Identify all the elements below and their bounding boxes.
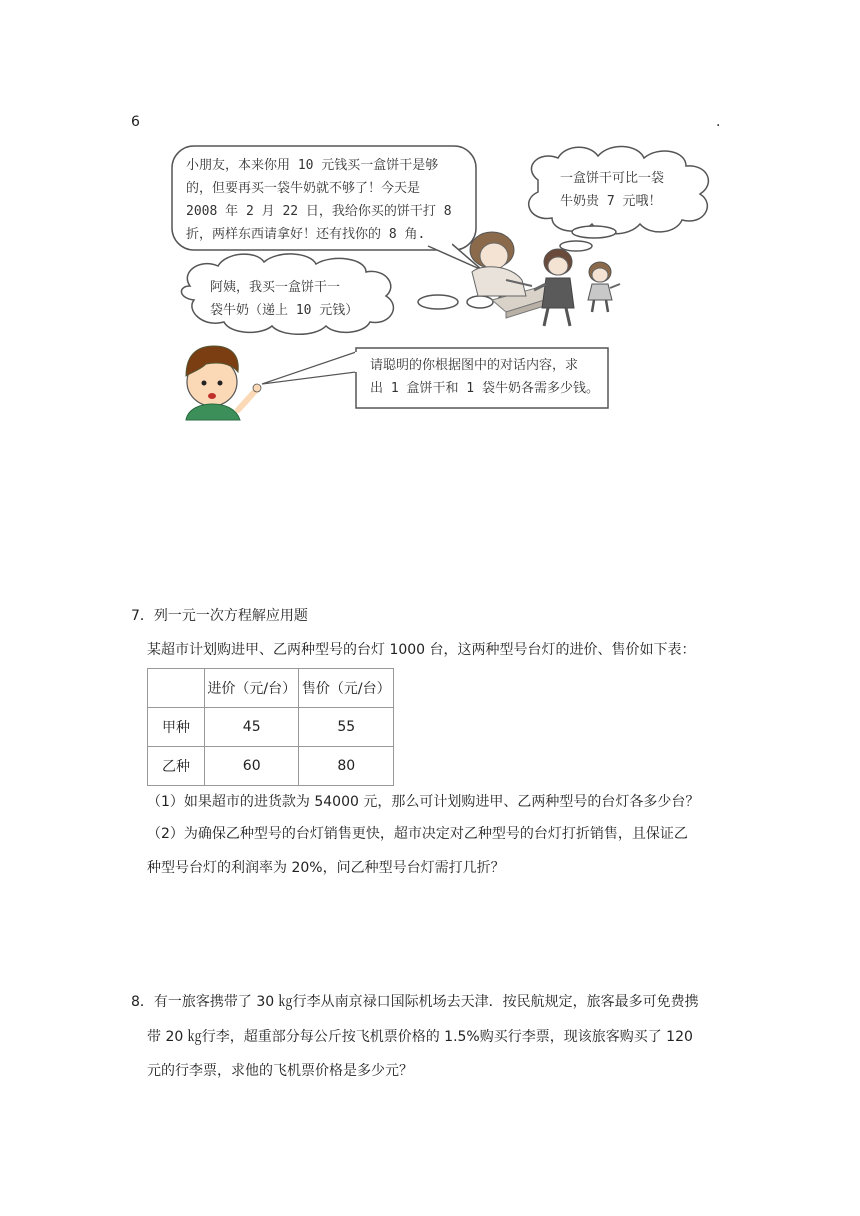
problem-7-heading: 7．列一元一次方程解应用题 xyxy=(131,608,308,624)
problem-6-number: 6 xyxy=(131,114,140,130)
table-cell-name: 甲种 xyxy=(148,708,205,747)
problem-7-question-1: （1）如果超市的进货款为 54000 元，那么可计划购进甲、乙两种型号的台灯各多少台？ xyxy=(147,794,700,810)
problem-8-line-1: 8．有一旅客携带了 30 ㎏行李从南京禄口国际机场去天津．按民航规定，旅客最多可免费携 xyxy=(131,994,699,1010)
table-header-row xyxy=(148,669,394,708)
child-thought-text xyxy=(560,167,664,213)
table-cell-cost: 60 xyxy=(204,747,299,786)
table-header-cell: 进价（元/台） xyxy=(204,669,299,708)
problem-6-illustration xyxy=(160,140,760,430)
table-row xyxy=(148,747,394,786)
price-table xyxy=(147,668,394,786)
teacher-prompt-line: 请聪明的你根据图中的对话内容，求 xyxy=(370,358,579,373)
table-header-cell: 售价（元/台） xyxy=(299,669,394,708)
clerk-speech-line: 2008 年 2 月 22 日，我给你买的饼干打 8 xyxy=(186,204,452,219)
teacher-prompt-text xyxy=(370,354,599,400)
child-speech-text xyxy=(210,276,358,322)
table-header-cell xyxy=(148,669,205,708)
child-speech-line: 阿姨，我买一盒饼干一 xyxy=(210,280,341,295)
table-cell-name: 乙种 xyxy=(148,747,205,786)
clerk-speech-line: 小朋友，本来你用 10 元钱买一盒饼干是够 xyxy=(186,158,439,173)
problem-7-intro: 某超市计划购进甲、乙两种型号的台灯 1000 台，这两种型号台灯的进价、售价如下表： xyxy=(147,642,696,658)
child-thought-line: 一盒饼干可比一袋 xyxy=(560,171,665,186)
table-row xyxy=(148,708,394,747)
clerk-speech-text xyxy=(186,154,452,246)
table-cell-price: 80 xyxy=(299,747,394,786)
table-cell-price: 55 xyxy=(299,708,394,747)
problem-6-trailing-dot: . xyxy=(716,114,721,130)
problem-8-line-2: 带 20 ㎏行李，超重部分每公斤按飞机票价格的 1.5%购买行李票，现该旅客购买了 120 xyxy=(147,1029,693,1045)
boy-teacher-icon xyxy=(186,346,261,420)
table-cell-cost: 45 xyxy=(204,708,299,747)
clerk-speech-line: 折，两样东西请拿好！还有找你的 8 角. xyxy=(186,227,426,242)
problem-7-question-2-line-2: 种型号台灯的利润率为 20%，问乙种型号台灯需打几折？ xyxy=(147,860,505,876)
child-thought-line: 牛奶贵 7 元哦！ xyxy=(560,194,662,209)
child-speech-line: 袋牛奶（递上 10 元钱） xyxy=(210,303,359,318)
teacher-prompt-line: 出 1 盒饼干和 1 袋牛奶各需多少钱。 xyxy=(370,381,599,396)
clerk-speech-line: 的，但要再买一袋牛奶就不够了！今天是 xyxy=(186,181,421,196)
shop-scene-icon xyxy=(470,232,620,326)
problem-7-question-2-line-1: （2）为确保乙种型号的台灯销售更快，超市决定对乙种型号的台灯打折销售，且保证乙 xyxy=(147,826,688,842)
problem-8-line-3: 元的行李票，求他的飞机票价格是多少元？ xyxy=(147,1063,413,1079)
